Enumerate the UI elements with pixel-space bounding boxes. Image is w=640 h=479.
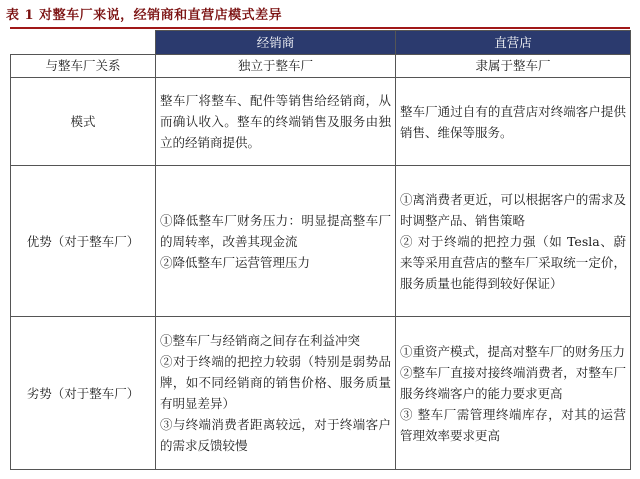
header-direct: 直营店 (396, 31, 631, 55)
advantage-direct-item: ② 对于终端的把控力强（如 Tesla、蔚来等采用直营店的整车厂采取统一定价，服务质量也能得到较好保证） (400, 233, 626, 291)
advantages-label: 优势（对于整车厂） (11, 166, 156, 317)
disadvantage-direct-item: ①重资产模式，提高对整车厂的财务压力 (400, 343, 626, 359)
disadvantages-row (11, 317, 631, 470)
comparison-table (10, 30, 631, 470)
disadvantage-direct-item: ②整车厂直接对接终端消费者，对整车厂服务终端客户的能力要求更高 (400, 364, 626, 401)
relation-row (11, 55, 631, 78)
header-dealer: 经销商 (156, 31, 396, 55)
advantage-dealer-item: ①降低整车厂财务压力：明显提高整车厂的周转率，改善其现金流 (160, 212, 391, 249)
table-caption: 表 1 对整车厂来说，经销商和直营店模式差异 (6, 8, 283, 23)
mode-dealer: 整车厂将整车、配件等销售给经销商，从而确认收入。整车的终端销售及服务由独立的经销商提供。 (156, 78, 396, 166)
relation-dealer: 独立于整车厂 (156, 55, 396, 78)
header-row (11, 31, 631, 55)
mode-label: 模式 (11, 78, 156, 166)
relation-direct: 隶属于整车厂 (396, 55, 631, 78)
caption-rule (10, 27, 630, 29)
advantage-dealer-item: ②降低整车厂运营管理压力 (160, 254, 311, 270)
advantage-direct-item: ①离消费者更近，可以根据客户的需求及时调整产品、销售策略 (400, 191, 626, 228)
disadvantage-dealer-item: ①整车厂与经销商之间存在利益冲突 (160, 333, 361, 348)
disadvantages-dealer (156, 317, 396, 470)
advantages-direct (396, 166, 631, 317)
disadvantages-direct (396, 317, 631, 470)
mode-direct: 整车厂通过自有的直营店对终端客户提供销售、维保等服务。 (396, 78, 631, 166)
disadvantage-dealer-item: ②对于终端的把控力较弱（特别是弱势品牌，如不同经销商的销售价格、服务质量有明显差异） (160, 354, 391, 411)
header-blank-cell (11, 31, 156, 55)
disadvantage-dealer-item: ③与终端消费者距离较远，对于终端客户的需求反馈较慢 (160, 417, 391, 453)
mode-row (11, 78, 631, 166)
relation-label: 与整车厂关系 (11, 55, 156, 78)
disadvantages-label: 劣势（对于整车厂） (11, 317, 156, 470)
advantages-row (11, 166, 631, 317)
disadvantage-direct-item: ③ 整车厂需管理终端库存，对其的运营管理效率要求更高 (400, 406, 626, 443)
advantages-dealer (156, 166, 396, 317)
